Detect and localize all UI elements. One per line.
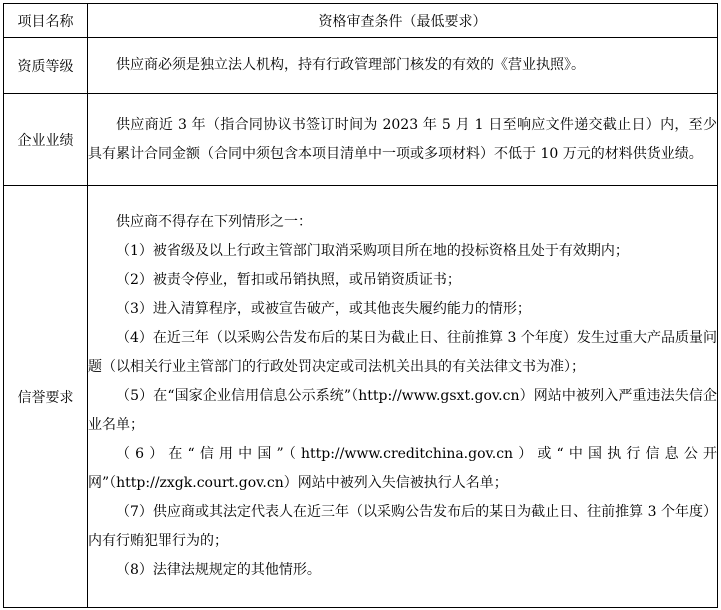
- credit-item-4: （4）在近三年（以采购公告发布后的某日为截止日、往前推算 3 个年度）发生过重大产品质量问题（以相关行业主管部门的行政处罚决定或司法机关出具的有关法律文书为准）；: [88, 330, 717, 375]
- qualification-table: [3, 3, 718, 608]
- credit-item-5: （5）在“国家企业信用信息公示系统”（http://www.gsxt.gov.cn）网站中被列入严重违法失信企业名单；: [88, 388, 717, 433]
- credit-intro: 供应商不得存在下列情形之一：: [116, 214, 312, 230]
- header-item-name: 项目名称: [4, 4, 88, 38]
- row-label-performance: 企业业绩: [4, 94, 88, 186]
- table-header-row: [4, 4, 718, 38]
- credit-item-7: （7）供应商或其法定代表人在近三年（以采购公告发布后的某日为截止日、往前推算 3 个年度）内有行贿犯罪行为的；: [88, 504, 717, 549]
- credit-item-3: （3）进入清算程序，或被宣告破产，或其他丧失履约能力的情形；: [116, 301, 531, 317]
- row-label-credit: 信誉要求: [4, 186, 88, 608]
- qualification-text: 供应商必须是独立法人机构，持有行政管理部门核发的有效的《营业执照》。: [116, 57, 585, 73]
- credit-item-6: （6）在“信用中国”（http://www.creditchina.gov.cn）或“中国执行信息公开网”（http://zxgk.court.gov.cn）网站中被列入失信被执行人名单；: [88, 446, 717, 491]
- credit-item-8: （8）法律法规规定的其他情形。: [116, 562, 321, 578]
- row-content-credit: [88, 186, 718, 608]
- row-content-qualification: [88, 38, 718, 94]
- table-row: [4, 186, 718, 608]
- credit-item-1: （1）被省级及以上行政主管部门取消采购项目所在地的投标资格且处于有效期内；: [116, 243, 629, 259]
- row-label-qualification: 资质等级: [4, 38, 88, 94]
- table-row: [4, 38, 718, 94]
- performance-text: 供应商近 3 年（指合同协议书签订时间为 2023 年 5 月 1 日至响应文件递交截止日）内，至少具有累计合同金额（合同中须包含本项目清单中一项或多项材料）不低于 10 万元的材料供货业绩。: [88, 116, 717, 162]
- table-row: [4, 94, 718, 186]
- credit-item-2: （2）被责令停业，暂扣或吊销执照，或吊销资质证书；: [116, 272, 461, 288]
- row-content-performance: [88, 94, 718, 186]
- header-requirements: 资格审查条件（最低要求）: [88, 4, 718, 38]
